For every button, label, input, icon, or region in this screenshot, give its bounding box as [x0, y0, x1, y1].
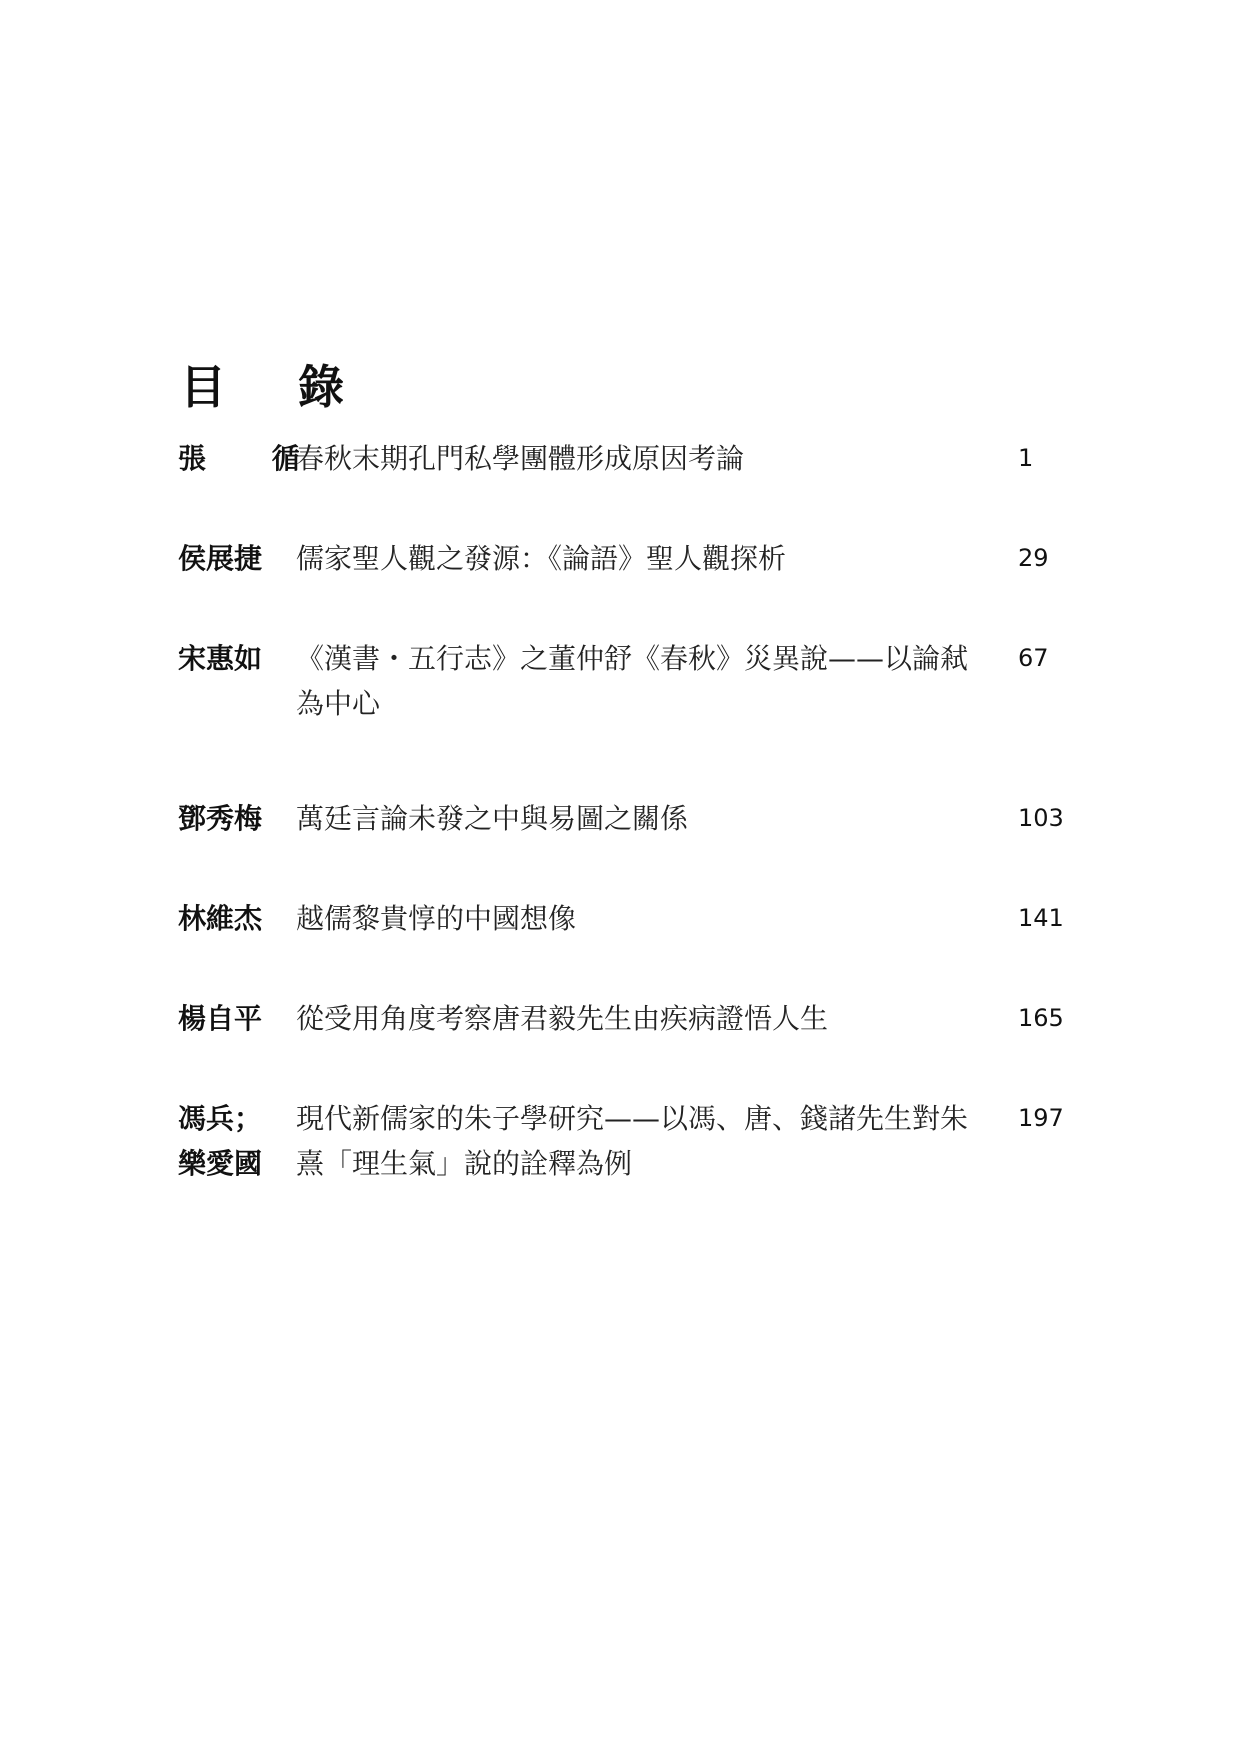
toc-title-line: 熹「理生氣」說的詮釋為例	[296, 1147, 633, 1180]
toc-author	[178, 536, 288, 581]
toc-author-line: 林維杰	[178, 902, 263, 935]
toc-author-line: 馮兵；	[178, 1102, 263, 1135]
toc-title	[296, 1096, 976, 1186]
toc-author-line: 侯展捷	[178, 542, 263, 575]
toc-title-line: 《漢書・五行志》之董仲舒《春秋》災異說——以論弒	[296, 642, 969, 675]
toc-author	[178, 1096, 288, 1186]
toc-author-line: 宋惠如	[178, 642, 263, 675]
toc-entry	[178, 1096, 1078, 1206]
toc-title-line: 春秋末期孔門私學團體形成原因考論	[296, 442, 745, 475]
toc-author-line: 樂愛國	[178, 1147, 263, 1180]
toc-author	[178, 436, 328, 481]
toc-title-line: 越儒黎貴惇的中國想像	[296, 902, 577, 935]
toc-entry	[178, 636, 1078, 746]
toc-author-line: 張 循	[178, 442, 328, 475]
toc-title-line: 為中心	[296, 687, 381, 720]
toc-title	[296, 436, 976, 481]
toc-author-line: 楊自平	[178, 1002, 263, 1035]
page-title: 目 錄	[180, 360, 373, 414]
toc-title	[296, 536, 976, 581]
toc-title-line: 儒家聖人觀之發源：《論語》聖人觀探析	[296, 542, 787, 575]
toc-entry	[178, 996, 1078, 1106]
toc-author	[178, 996, 288, 1041]
toc-page-number: 141	[1018, 904, 1064, 932]
toc-entry	[178, 896, 1078, 1006]
toc-entry	[178, 536, 1078, 646]
toc-page-number: 29	[1018, 544, 1049, 572]
toc-entry	[178, 436, 1078, 546]
toc-title-line: 萬廷言論未發之中與易圖之關係	[296, 802, 689, 835]
toc-title	[296, 996, 976, 1041]
toc-title-line: 現代新儒家的朱子學研究——以馮、唐、錢諸先生對朱	[296, 1102, 969, 1135]
toc-author	[178, 796, 288, 841]
toc-entry	[178, 796, 1078, 906]
toc-title	[296, 636, 976, 726]
toc-author-line: 鄧秀梅	[178, 802, 263, 835]
toc-author	[178, 636, 288, 681]
toc-author	[178, 896, 288, 941]
toc-title	[296, 796, 976, 841]
toc-page-number: 197	[1018, 1104, 1064, 1132]
toc-title	[296, 896, 976, 941]
toc-page-number: 103	[1018, 804, 1064, 832]
toc-page-number: 1	[1018, 444, 1034, 472]
toc-page-number: 165	[1018, 1004, 1064, 1032]
toc-page-number: 67	[1018, 644, 1049, 672]
toc-title-line: 從受用角度考察唐君毅先生由疾病證悟人生	[296, 1002, 829, 1035]
